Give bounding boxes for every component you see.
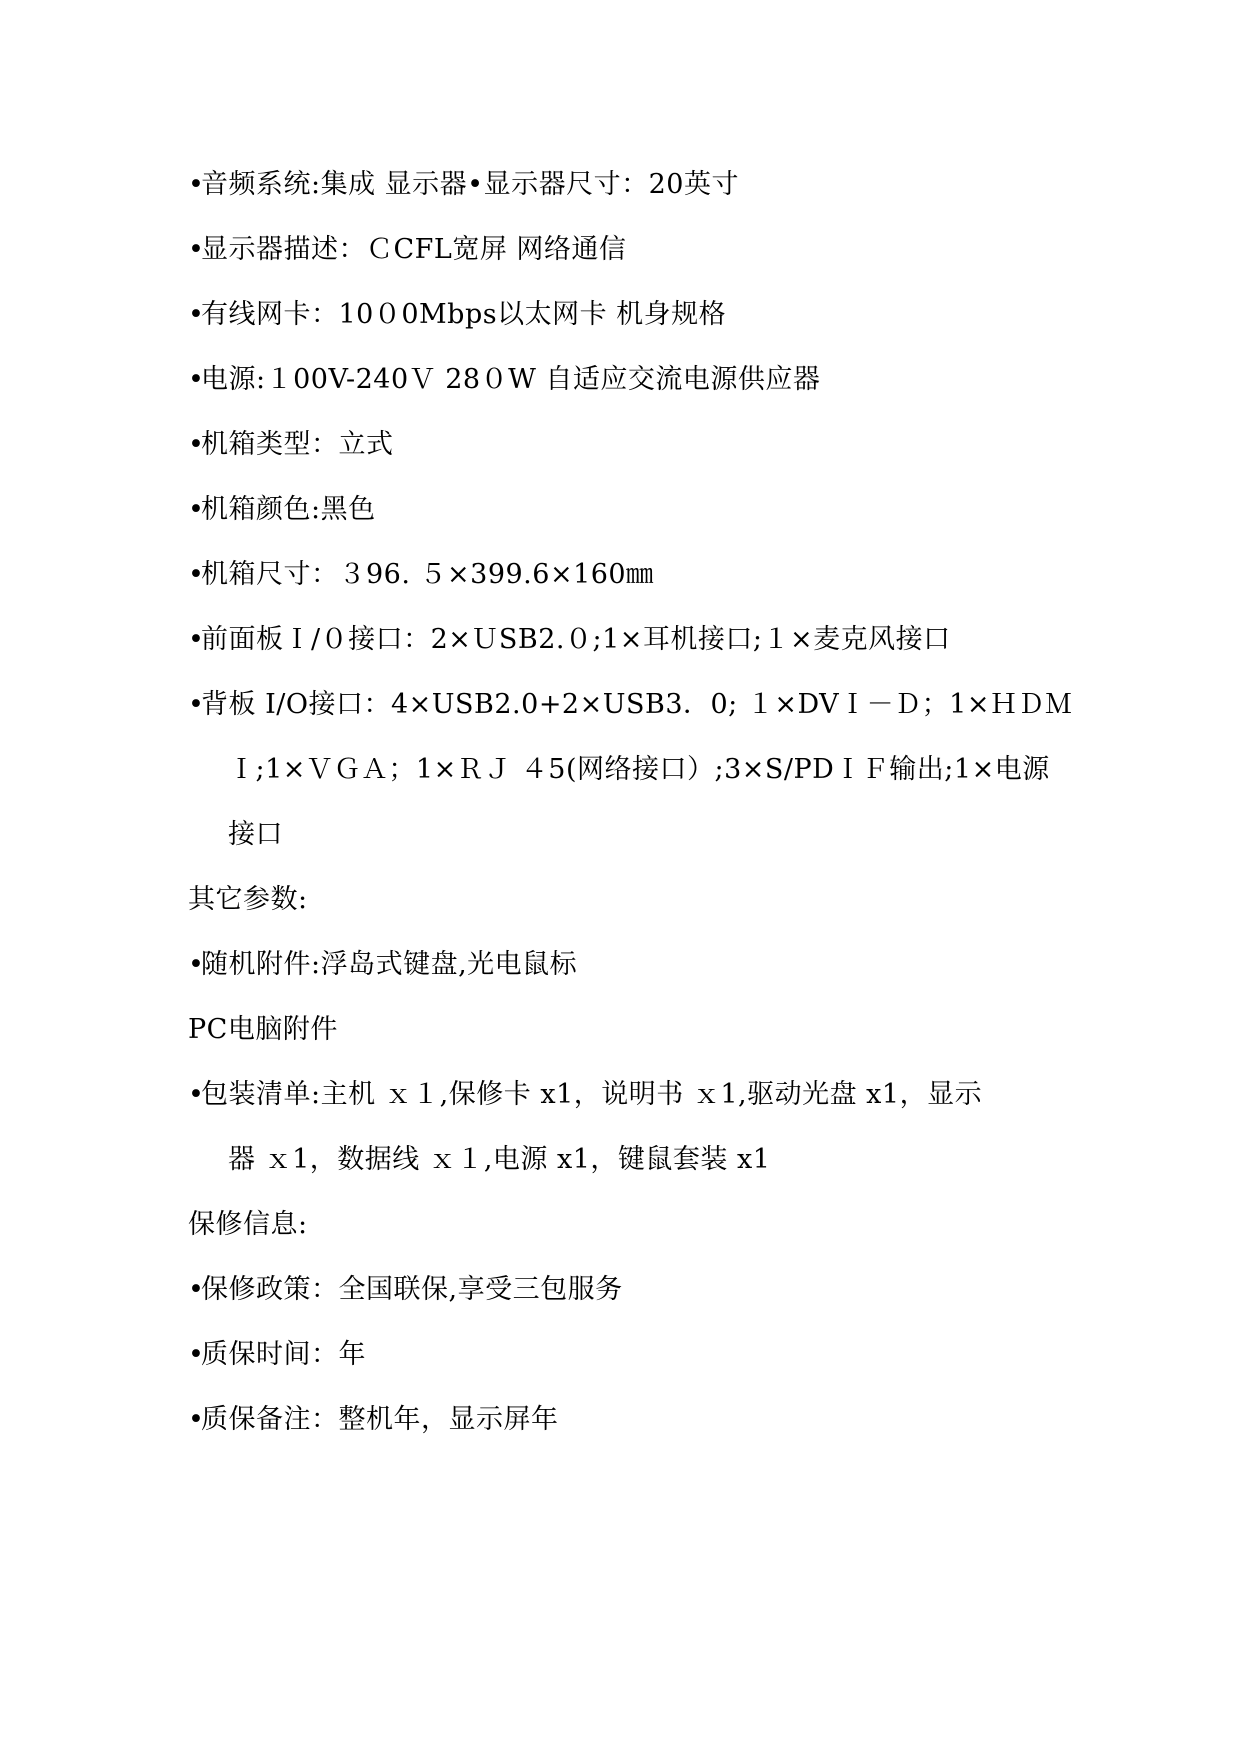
- spec-warranty-notes: •质保备注：整机年，显示屏年: [188, 1387, 1088, 1452]
- bullet: •: [188, 299, 205, 330]
- bullet: •: [188, 1404, 205, 1435]
- spec-case-type: •机箱类型：立式: [188, 412, 1088, 477]
- spec-network-card: •有线网卡：10０0Mbps以太网卡 机身规格: [188, 282, 1088, 347]
- bullet: •: [188, 364, 205, 395]
- spec-accessories: •随机附件:浮岛式键盘,光电鼠标: [188, 932, 1088, 997]
- bullet: •: [188, 559, 205, 590]
- spec-warranty-period: •质保时间：年: [188, 1322, 1088, 1387]
- bullet: •: [188, 624, 205, 655]
- spec-list: [188, 152, 1088, 1452]
- bullet: •: [188, 689, 205, 720]
- bullet: •: [188, 1079, 205, 1110]
- spec-warranty-policy: •保修政策：全国联保,享受三包服务: [188, 1257, 1088, 1322]
- bullet: •: [188, 1274, 205, 1305]
- spec-package-list-continued: 器 ｘ1，数据线 ｘ１,电源 x1，键鼠套装 x1: [228, 1144, 771, 1175]
- spec-front-io: •前面板Ｉ/０接口：2×ＵSB2.０;1×耳机接口;１×麦克风接口: [188, 607, 1088, 672]
- bullet: •: [188, 1339, 205, 1370]
- bullet: •: [188, 169, 205, 200]
- spec-pc-accessories: PC电脑附件: [188, 1014, 338, 1045]
- spec-display-description: •显示器描述：ＣCFL宽屏 网络通信: [188, 217, 1088, 282]
- spec-rear-io: •背板 I/O接口：4×USB2.0+2×USB3．0; １×DVＩ－Ｄ；1×ＨＤＭ: [188, 672, 1088, 737]
- spec-case-color: •机箱颜色:黑色: [188, 477, 1088, 542]
- bullet: •: [188, 429, 205, 460]
- spec-audio-system: •音频系统:集成 显示器•显示器尺寸：20英寸: [188, 152, 1088, 217]
- bullet: •: [188, 949, 205, 980]
- bullet: •: [188, 494, 205, 525]
- section-heading-warranty: 保修信息:: [188, 1209, 308, 1240]
- spec-power-supply: •电源:１00V-240Ｖ 28０W 自适应交流电源供应器: [188, 347, 1088, 412]
- section-heading-other-params: 其它参数:: [188, 884, 308, 915]
- spec-package-list: •包装清单:主机 ｘ１,保修卡 x1，说明书 ｘ1,驱动光盘 x1，显示: [188, 1062, 1088, 1127]
- spec-rear-io-continued-2: 接口: [228, 819, 283, 850]
- spec-rear-io-continued: Ｉ;1×ＶＧＡ；1×ＲＪ ４5(网络接口）;3×S/PDＩＦ输出;1×电源: [228, 754, 1050, 785]
- spec-case-size: •机箱尺寸：３96. ５×399.6×160㎜: [188, 542, 1088, 607]
- bullet: •: [188, 234, 205, 265]
